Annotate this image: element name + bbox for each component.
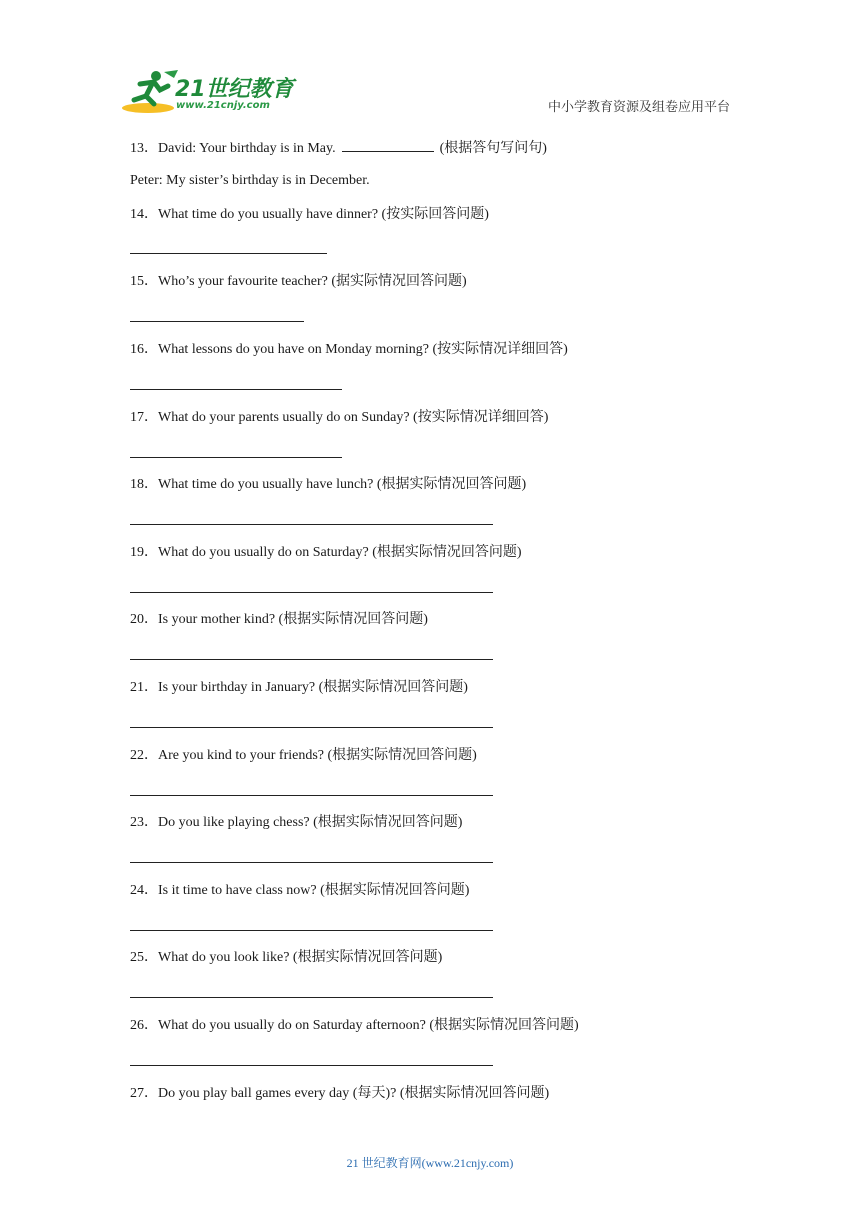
question-23: 23．Do you like playing chess? (根据实际情况回答问题) <box>130 815 463 830</box>
answer-line-20[interactable] <box>130 659 493 660</box>
question-20: 20．Is your mother kind? (根据实际情况回答问题) <box>130 612 428 627</box>
platform-title: 中小学教育资源及组卷应用平台 <box>547 100 730 115</box>
answer-line-19[interactable] <box>130 592 493 593</box>
question-26: 26．What do you usually do on Saturday afternoon? (根据实际情况回答问题) <box>130 1018 579 1033</box>
logo-url: www.21cnjy.com <box>176 100 270 111</box>
answer-line-16[interactable] <box>130 389 342 390</box>
question-21: 21．Is your birthday in January? (根据实际情况回答问题) <box>130 680 468 695</box>
answer-line-18[interactable] <box>130 524 493 525</box>
answer-line-24[interactable] <box>130 930 493 931</box>
question-25: 25．What do you look like? (根据实际情况回答问题) <box>130 950 443 965</box>
answer-line-23[interactable] <box>130 862 493 863</box>
answer-line-peter: Peter: My sister’s birthday is in December. <box>130 173 370 188</box>
answer-line-15[interactable] <box>130 321 304 322</box>
runner-logo-icon <box>120 68 180 116</box>
question-13-instruction: (根据答句写问句) <box>439 141 547 156</box>
question-15: 15．Who’s your favourite teacher? (据实际情况回答问题) <box>130 274 467 289</box>
question-24: 24．Is it time to have class now? (根据实际情况回答问题) <box>130 883 470 898</box>
question-27: 27．Do you play ball games every day (每天)? (根据实际情况回答问题) <box>130 1086 550 1101</box>
answer-line-21[interactable] <box>130 727 493 728</box>
logo <box>120 68 294 116</box>
answer-line-26[interactable] <box>130 1065 493 1066</box>
question-17: 17．What do your parents usually do on Sunday? (按实际情况详细回答) <box>130 410 549 425</box>
question-13 <box>130 138 547 158</box>
answer-line-14[interactable] <box>130 253 327 254</box>
page-header <box>0 0 860 130</box>
logo-text: 21世纪教育 <box>175 77 294 102</box>
question-22: 22．Are you kind to your friends? (根据实际情况回答问题) <box>130 748 477 763</box>
answer-line-17[interactable] <box>130 457 342 458</box>
answer-line-22[interactable] <box>130 795 493 796</box>
question-19: 19．What do you usually do on Saturday? (根据实际情况回答问题) <box>130 545 522 560</box>
answer-line-25[interactable] <box>130 997 493 998</box>
question-14: 14．What time do you usually have dinner? (按实际回答问题) <box>130 207 489 222</box>
answer-blank-13[interactable] <box>342 138 434 152</box>
question-13-text: 13．David: Your birthday is in May. <box>130 141 336 156</box>
question-18: 18．What time do you usually have lunch? (根据实际情况回答问题) <box>130 477 527 492</box>
question-16: 16．What lessons do you have on Monday morning? (按实际情况详细回答) <box>130 342 568 357</box>
page-footer: 21 世纪教育网(www.21cnjy.com) <box>346 1156 514 1170</box>
